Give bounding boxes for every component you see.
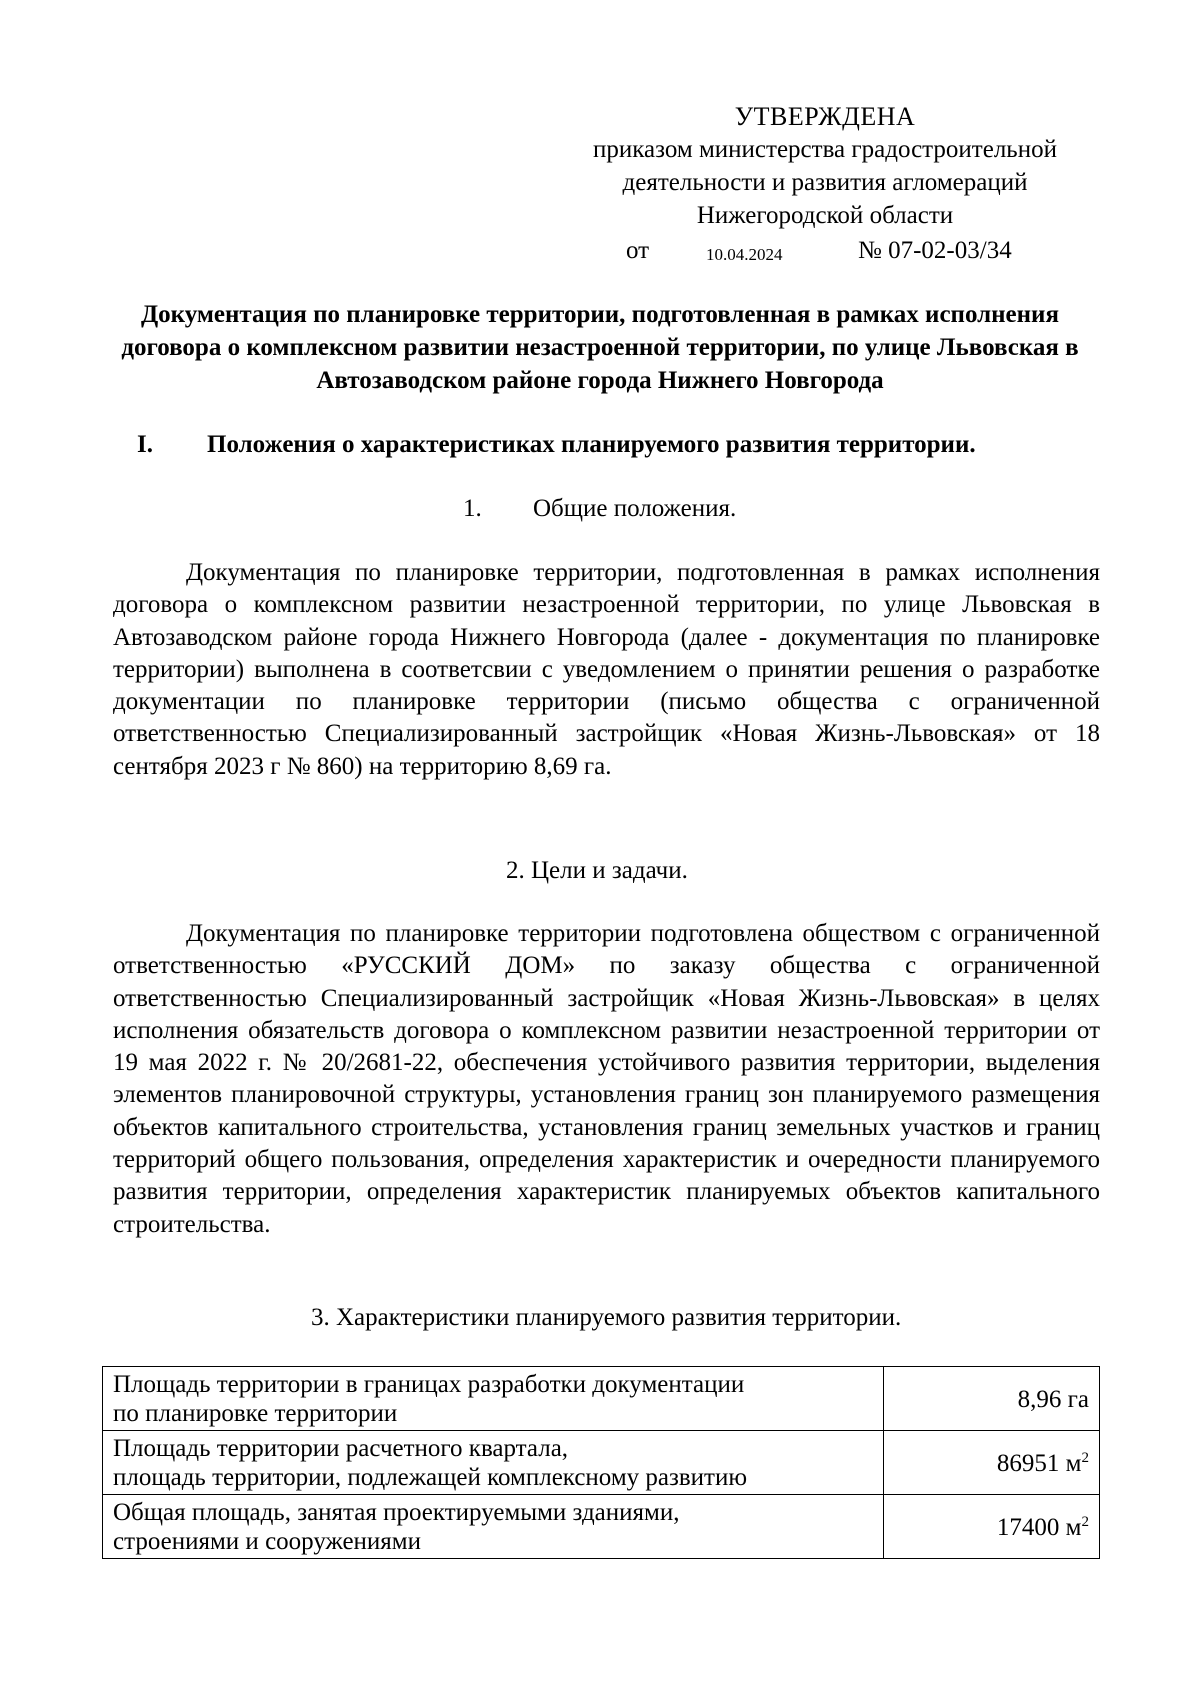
unit-superscript: 2 [1081, 1513, 1089, 1530]
subsection-2-paragraph: Документация по планировке территории подготовлена обществом с ограниченной ответственностью «РУССКИЙ ДОМ» по заказу общества с ограниченной ответственностью Специализированный застройщик «Новая Жизнь-Львовская» в целях исполнения обязательств договора о комплексном развитии незастроенной территории от 19 мая 2022 г. № 20/2681-22, обеспечения устойчивого развития территории, выделения элементов планировочной структуры, установления границ зон планируемого размещения объектов капитального строительства, установления границ земельных участков и границ территорий общего пользования, определения характеристик и очередности планируемого развития территории, определения характеристик планируемых объектов капитального строительства. [113, 920, 1100, 1238]
section-heading-text: Положения о характеристиках планируемого развития территории. [207, 431, 976, 458]
approval-block [540, 100, 1110, 268]
approval-stamp: УТВЕРЖДЕНА [734, 102, 916, 131]
table-cell-label [103, 1495, 884, 1559]
row-value: 8,96 га [1017, 1385, 1089, 1413]
row-label-line: Площадь территории в границах разработки документации [113, 1371, 745, 1398]
approval-line-1: приказом министерства градостроительной [593, 136, 1057, 163]
subsection-1-heading [463, 492, 736, 525]
order-from-label: от [626, 237, 650, 264]
approval-line-2: деятельности и развития агломераций [622, 169, 1028, 196]
table-cell-label [103, 1431, 884, 1495]
subsection-1-paragraph: Документация по планировке территории, подготовленная в рамках исполнения договора о комплексном развитии незастроенной территории, по улице Львовская в Автозаводском районе города Нижнего Новгорода (далее - документация по планировке территории) выполнена в соответсвии с уведомлением о принятии решения о разработке документации по планировке территории (письмо общества с ограниченной ответственностью Специализированный застройщик «Новая Жизнь-Львовская» от 18 сентября 2023 г № 860) на территорию 8,69 га. [113, 559, 1100, 780]
order-number: № 07-02-03/34 [858, 237, 1012, 264]
table-row [103, 1495, 1100, 1559]
order-line [540, 232, 1110, 268]
section-heading [137, 428, 1097, 461]
subsection-1-number: 1. [463, 495, 482, 522]
table-cell-label [103, 1367, 884, 1431]
row-label-line: Общая площадь, занятая проектируемыми зданиями, [113, 1499, 680, 1526]
row-value: 17400 м [996, 1513, 1082, 1541]
approval-line-3: Нижегородской области [696, 202, 954, 229]
table-cell-value [884, 1495, 1100, 1559]
table-cell-value [884, 1431, 1100, 1495]
row-label-line: по планировке территории [113, 1400, 398, 1427]
subsection-3-heading: 3. Характеристики планируемого развития территории. [311, 1304, 902, 1331]
row-label-line: Площадь территории расчетного квартала, [113, 1435, 569, 1462]
document-title: Документация по планировке территории, подготовленная в рамках исполнения договора о комплексном развитии незастроенной территории, по улице Львовская в Автозаводском районе города Нижнего Новгорода [121, 301, 1079, 394]
row-label-line: строениями и сооружениями [113, 1528, 421, 1555]
table-row [103, 1431, 1100, 1495]
subsection-1-title: Общие положения. [533, 495, 737, 522]
table-cell-value [884, 1367, 1100, 1431]
unit-superscript: 2 [1081, 1449, 1089, 1466]
subsection-2-heading: 2. Цели и задачи. [506, 857, 688, 884]
row-label-line: площадь территории, подлежащей комплексному развитию [113, 1464, 748, 1491]
order-date: 10.04.2024 [706, 245, 783, 264]
section-roman-number: I. [137, 431, 153, 458]
characteristics-table [102, 1366, 1100, 1559]
table-row [103, 1367, 1100, 1431]
row-value: 86951 м [996, 1449, 1082, 1477]
